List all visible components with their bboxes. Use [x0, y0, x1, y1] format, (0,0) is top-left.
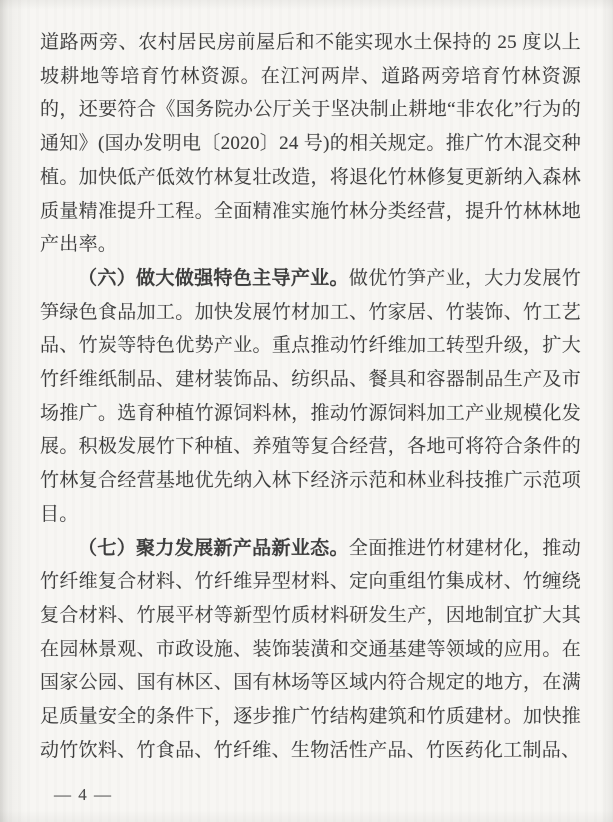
paragraph-section-6 [40, 262, 581, 532]
paragraph-body: 全面推进竹材建材化，推动竹纤维复合材料、竹纤维异型材料、定向重组竹集成材、竹缠绕复合材料、竹展平材等新型竹质材料研发生产，因地制宜扩大其在园林景观、市政设施、装饰装潢和交通基建等领域的应用。在国家公园、国有林区、国有林场等区域内符合规定的地方，在满足质量安全的条件下，逐步推广竹结构建筑和竹质建材。加快推动竹饮料、竹食品、竹纤维、生物活性产品、竹医药化工制品、 [40, 537, 581, 761]
document-text-block [40, 26, 581, 767]
paragraph-body: 做优竹笋产业，大力发展竹笋绿色食品加工。加快发展竹材加工、竹家居、竹装饰、竹工艺品、竹炭等特色优势产业。重点推动竹纤维加工转型升级，扩大竹纤维纸制品、建材装饰品、纺织品、餐具和容器制品生产及市场推广。选育种植竹源饲料林，推动竹源饲料加工产业规模化发展。积极发展竹下种植、养殖等复合经营，各地可将符合条件的竹林复合经营基地优先纳入林下经济示范和林业科技推广示范项目。 [40, 267, 581, 525]
paragraph-continuation [40, 26, 581, 262]
section-heading: （七）聚力发展新产品新业态。 [78, 537, 349, 559]
page-number: — 4 — [54, 785, 113, 804]
section-heading: （六）做大做强特色主导产业。 [78, 267, 349, 289]
paragraph-section-7 [40, 532, 581, 768]
paragraph-body: 道路两旁、农村居民房前屋后和不能实现水土保持的 25 度以上坡耕地等培育竹林资源。在江河两岸、道路两旁培育竹林资源的，还要符合《国务院办公厅关于坚决制止耕地“非农化”行为的通知》(国办发明电〔2020〕24 号)的相关规定。推广竹木混交种植。加快低产低效竹林复壮改造，将退化竹林修复更新纳入森林质量精准提升工程。全面精准实施竹林分类经营，提升竹林林地产出率。 [40, 32, 581, 256]
